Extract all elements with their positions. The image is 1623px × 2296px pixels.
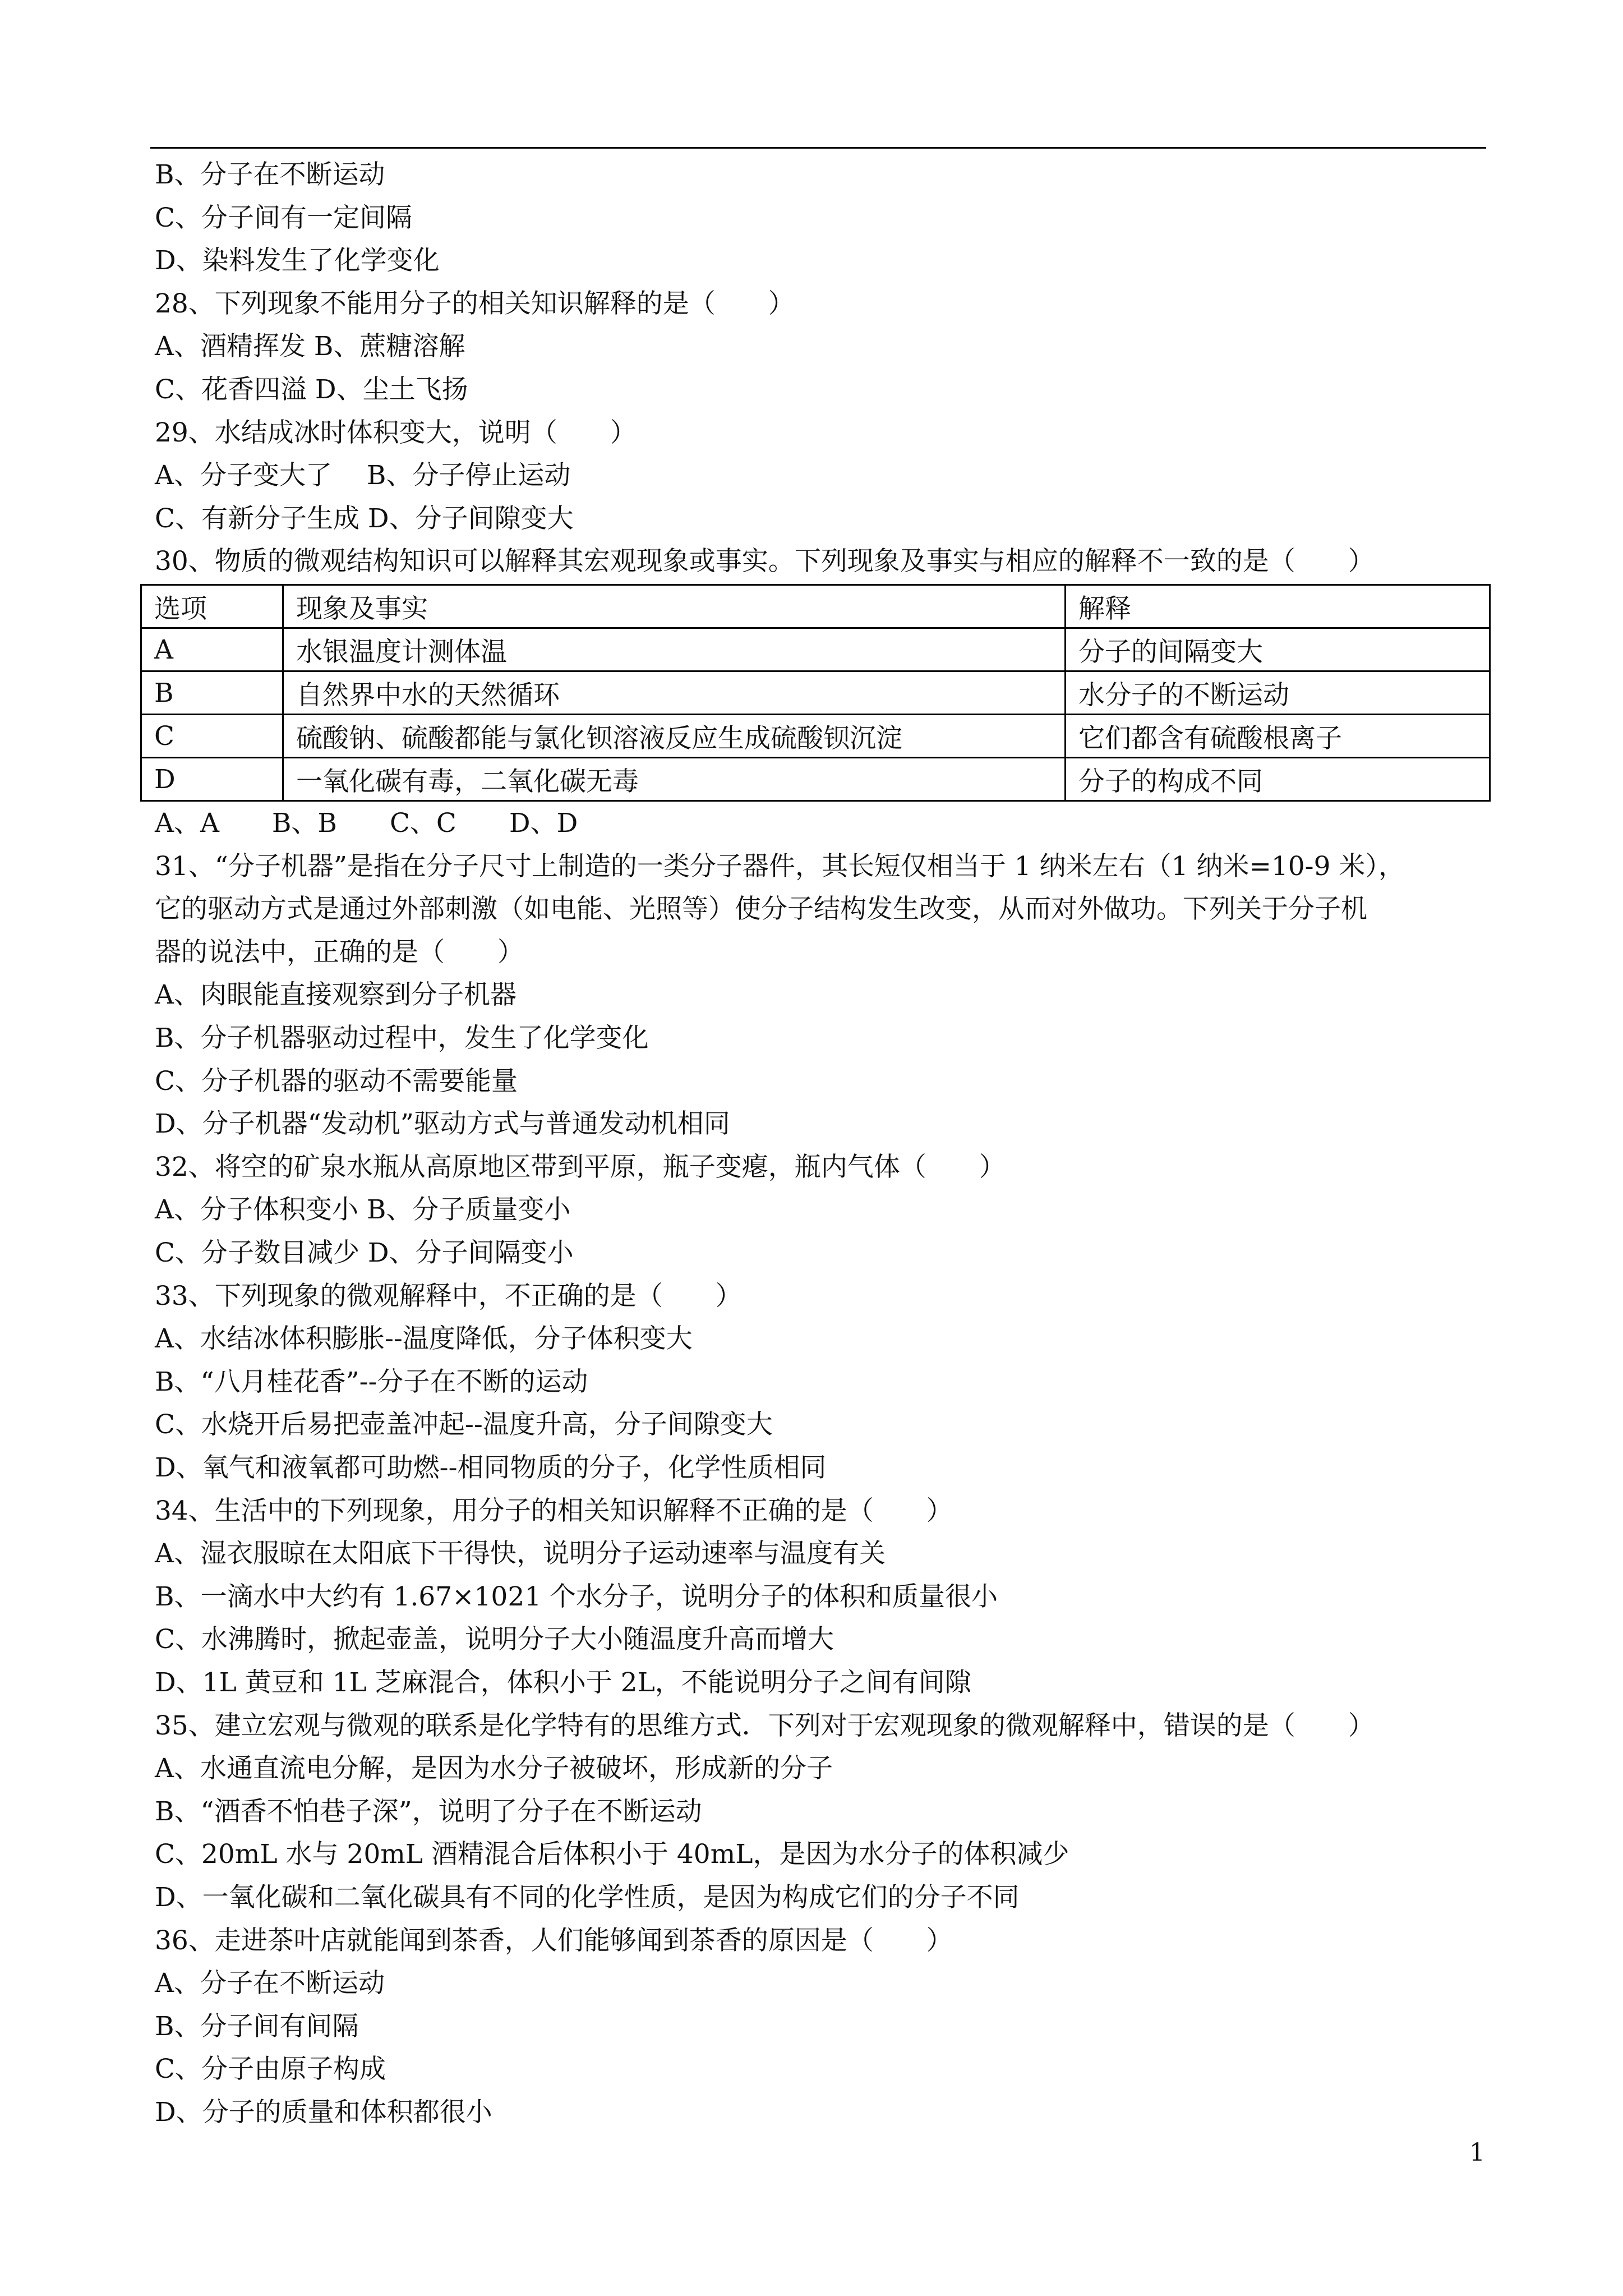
table-cell: 硫酸钠、硫酸都能与氯化钡溶液反应生成硫酸钡沉淀 [283, 715, 1066, 758]
table-header-row [141, 585, 1490, 628]
text-line: D、氧气和液氧都可助燃--相同物质的分子，化学性质相同 [155, 1452, 827, 1483]
table-row [141, 628, 1490, 671]
text-line: B、一滴水中大约有 1.67×1021 个水分子，说明分子的体积和质量很小 [155, 1581, 998, 1612]
table-cell: A [141, 628, 283, 671]
table-cell: 一氧化碳有毒，二氧化碳无毒 [283, 758, 1066, 801]
text-line: B、“八月桂花香”--分子在不断的运动 [155, 1366, 588, 1397]
text-line: A、酒精挥发 B、蔗糖溶解 [155, 331, 465, 362]
text-line: B、分子机器驱动过程中，发生了化学变化 [155, 1023, 649, 1053]
table-cell: 分子的构成不同 [1066, 758, 1490, 801]
text-line: 30、物质的微观结构知识可以解释其宏观现象或事实。下列现象及事实与相应的解释不一致的是（ ） [155, 546, 1375, 577]
table-cell: 自然界中水的天然循环 [283, 671, 1066, 715]
text-line: D、一氧化碳和二氧化碳具有不同的化学性质，是因为构成它们的分子不同 [155, 1882, 1020, 1913]
text-line: 35、建立宏观与微观的联系是化学特有的思维方式．下列对于宏观现象的微观解释中，错误的是（ ） [155, 1710, 1375, 1741]
text-line: A、水通直流电分解，是因为水分子被破坏，形成新的分子 [155, 1753, 833, 1784]
table-cell: 现象及事实 [283, 585, 1066, 628]
text-line: A、分子变大了 B、分子停止运动 [155, 460, 571, 491]
table-cell: D [141, 758, 283, 801]
question-30-table [140, 584, 1491, 802]
text-line: C、花香四溢 D、尘土飞扬 [155, 374, 468, 405]
text-line: A、A B、B C、C D、D [155, 808, 578, 839]
text-line: 33、下列现象的微观解释中，不正确的是（ ） [155, 1280, 742, 1312]
text-line: 31、“分子机器”是指在分子尺寸上制造的一类分子器件，其长短仅相当于 1 纳米左右（1 纳米=10-9 米）， [155, 850, 1405, 882]
text-line: A、分子体积变小 B、分子质量变小 [155, 1194, 571, 1226]
text-line: D、分子机器“发动机”驱动方式与普通发动机相同 [155, 1108, 730, 1140]
table-cell: 解释 [1066, 585, 1490, 628]
table-cell: 分子的间隔变大 [1066, 628, 1490, 671]
page-number: 1 [1469, 2138, 1485, 2167]
text-line: 28、下列现象不能用分子的相关知识解释的是（ ） [155, 288, 795, 319]
text-line: C、水烧开后易把壶盖冲起--温度升高，分子间隙变大 [155, 1409, 773, 1441]
table-row [141, 715, 1490, 758]
table-row [141, 671, 1490, 715]
table-cell: C [141, 715, 283, 758]
table-cell: 它们都含有硫酸根离子 [1066, 715, 1490, 758]
text-line: C、分子间有一定间隔 [155, 202, 412, 233]
text-line: B、分子在不断运动 [155, 159, 385, 190]
table-row [141, 758, 1490, 801]
table-cell: 选项 [141, 585, 283, 628]
header-rule [150, 147, 1486, 149]
text-line: 29、水结成冰时体积变大，说明（ ） [155, 417, 637, 448]
text-line: 36、走进茶叶店就能闻到茶香，人们能够闻到茶香的原因是（ ） [155, 1925, 953, 1956]
text-line: C、分子数目减少 D、分子间隔变小 [155, 1237, 574, 1268]
text-line: A、肉眼能直接观察到分子机器 [155, 979, 517, 1011]
text-line: D、分子的质量和体积都很小 [155, 2097, 492, 2128]
text-line: A、分子在不断运动 [155, 1968, 385, 1999]
text-line: B、“酒香不怕巷子深”，说明了分子在不断运动 [155, 1796, 702, 1827]
text-line: 器的说法中，正确的是（ ） [155, 936, 524, 968]
table-cell: 水分子的不断运动 [1066, 671, 1490, 715]
text-line: A、湿衣服晾在太阳底下干得快，说明分子运动速率与温度有关 [155, 1538, 886, 1570]
text-line: A、水结冰体积膨胀--温度降低，分子体积变大 [155, 1323, 693, 1355]
table-cell: B [141, 671, 283, 715]
text-line: 32、将空的矿泉水瓶从高原地区带到平原，瓶子变瘪，瓶内气体（ ） [155, 1151, 1006, 1182]
text-line: C、分子由原子构成 [155, 2054, 386, 2085]
table-cell: 水银温度计测体温 [283, 628, 1066, 671]
text-line: D、1L 黄豆和 1L 芝麻混合，体积小于 2L，不能说明分子之间有间隙 [155, 1667, 971, 1698]
text-line: C、分子机器的驱动不需要能量 [155, 1065, 518, 1097]
text-line: C、水沸腾时，掀起壶盖，说明分子大小随温度升高而增大 [155, 1624, 834, 1655]
text-line: 34、生活中的下列现象，用分子的相关知识解释不正确的是（ ） [155, 1495, 953, 1526]
text-line: 它的驱动方式是通过外部刺激（如电能、光照等）使分子结构发生改变，从而对外做功。下列关于分子机 [155, 894, 1367, 925]
text-line: C、20mL 水与 20mL 酒精混合后体积小于 40mL，是因为水分子的体积减少 [155, 1839, 1069, 1870]
text-line: C、有新分子生成 D、分子间隙变大 [155, 503, 574, 534]
text-line: D、染料发生了化学变化 [155, 245, 440, 277]
text-line: B、分子间有间隔 [155, 2010, 359, 2042]
